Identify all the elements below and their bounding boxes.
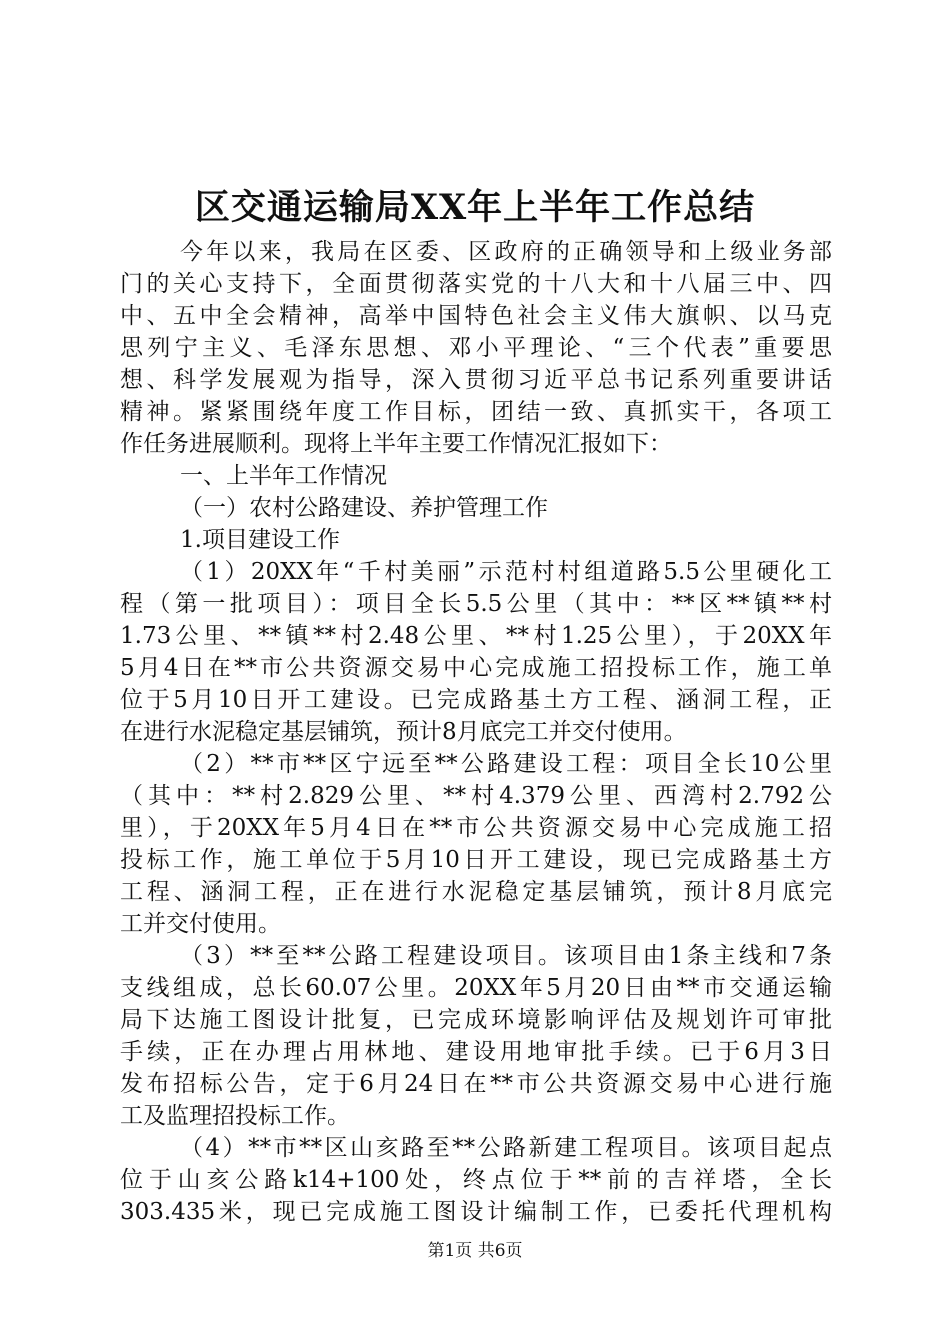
text-line: 里），于20XX年5月4日在**市公共资源交易中心完成施工招 bbox=[120, 815, 832, 841]
text-line: 程（第一批项目）：项目全长5.5公里（其中：**区**镇**村 bbox=[120, 591, 832, 617]
text-line: 中、五中全会精神，高举中国特色社会主义伟大旗帜、以马克 bbox=[120, 303, 832, 329]
text-line: （3）**至**公路工程建设项目。该项目由1条主线和7条 bbox=[180, 943, 832, 969]
text-line: 5月4日在**市公共资源交易中心完成施工招投标工作，施工单 bbox=[120, 655, 832, 681]
text-line: 门的关心支持下，全面贯彻落实党的十八大和十八届三中、四 bbox=[120, 271, 832, 297]
text-line: （一）农村公路建设、养护管理工作 bbox=[180, 495, 548, 521]
text-line: 303.435米，现已完成施工图设计编制工作，已委托代理机构 bbox=[120, 1199, 832, 1225]
text-line: 1.项目建设工作 bbox=[180, 527, 340, 553]
text-line: 一、上半年工作情况 bbox=[180, 463, 387, 489]
text-line: （其中：**村2.829公里、**村4.379公里、西湾村2.792公 bbox=[120, 783, 832, 809]
text-line: 思列宁主义、毛泽东思想、邓小平理论、“三个代表”重要思 bbox=[120, 335, 832, 361]
text-line: 支线组成，总长60.07公里。20XX年5月20日由**市交通运输 bbox=[120, 975, 832, 1001]
text-line: （1）20XX年“千村美丽”示范村村组道路5.5公里硬化工 bbox=[180, 559, 832, 585]
text-line: 工程、涵洞工程，正在进行水泥稳定基层铺筑，预计8月底完 bbox=[120, 879, 832, 905]
text-line: （2）**市**区宁远至**公路建设工程：项目全长10公里 bbox=[180, 751, 832, 777]
text-line: 投标工作，施工单位于5月10日开工建设，现已完成路基土方 bbox=[120, 847, 832, 873]
text-line: 作任务进展顺利。现将上半年主要工作情况汇报如下： bbox=[120, 431, 672, 457]
text-line: 精神。紧紧围绕年度工作目标，团结一致、真抓实干，各项工 bbox=[120, 399, 832, 425]
page-footer: 第1页 共6页 bbox=[427, 1241, 523, 1261]
text-line: 手续，正在办理占用林地、建设用地审批手续。已于6月3日 bbox=[120, 1039, 832, 1065]
text-line: 1.73公里、**镇**村2.48公里、**村1.25公里），于20XX年 bbox=[120, 623, 832, 649]
document-title: 区交通运输局XX年上半年工作总结 bbox=[194, 187, 756, 228]
text-line: 局下达施工图设计批复，已完成环境影响评估及规划许可审批 bbox=[120, 1007, 832, 1033]
text-line: 在进行水泥稳定基层铺筑，预计8月底完工并交付使用。 bbox=[120, 719, 687, 745]
text-line: 工并交付使用。 bbox=[120, 911, 281, 937]
text-line: 工及监理招投标工作。 bbox=[120, 1103, 350, 1129]
text-line: 想、科学发展观为指导，深入贯彻习近平总书记系列重要讲话 bbox=[120, 367, 832, 393]
text-line: 发布招标公告，定于6月24日在**市公共资源交易中心进行施 bbox=[120, 1071, 832, 1097]
document-body bbox=[120, 236, 832, 1228]
text-line: 位于5月10日开工建设。已完成路基土方工程、涵洞工程，正 bbox=[120, 687, 832, 713]
text-line: （4）**市**区山亥路至**公路新建工程项目。该项目起点 bbox=[180, 1135, 832, 1161]
text-line: 位于山亥公路k14+100处，终点位于**前的吉祥塔，全长 bbox=[120, 1167, 832, 1193]
text-line: 今年以来，我局在区委、区政府的正确领导和上级业务部 bbox=[180, 239, 832, 265]
